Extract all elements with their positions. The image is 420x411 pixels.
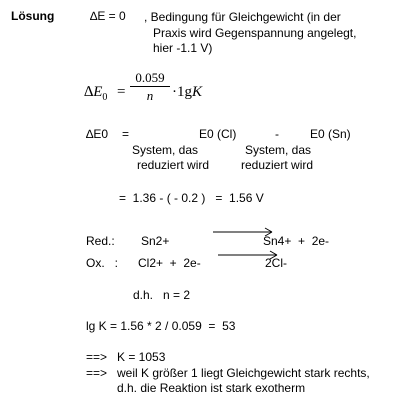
delta-e-zero: [90, 9, 126, 23]
electron-count: d.h. n = 2: [133, 288, 191, 302]
nernst-rhs: [172, 84, 202, 101]
ox-product: 2Cl-: [265, 256, 288, 270]
heading: Lösung: [11, 9, 55, 23]
label-system-1: System, das: [132, 143, 199, 157]
ox-label: Ox. :: [86, 256, 119, 270]
conclusion-equilibrium: weil K größer 1 liegt Gleichgewicht stark rechts,: [117, 366, 370, 380]
label-system-2: System, das: [245, 143, 312, 157]
ox-reactant: Cl2+ + 2e-: [138, 256, 201, 270]
conclusion-arrow-1: ==>: [86, 350, 108, 364]
e0-lhs-text: E0: [93, 127, 109, 141]
nernst-sub: 0: [102, 92, 108, 103]
nernst-delta-symbol: ∆: [84, 84, 94, 100]
delta-symbol: ∆: [90, 9, 98, 23]
delta-e-zero-text: E = 0: [97, 9, 126, 23]
lgk-calculation: lg K = 1.56 * 2 / 0.059 = 53: [86, 319, 236, 333]
nernst-fraction-bar: [130, 86, 170, 87]
conclusion-exotherm: d.h. die Reaktion ist stark exotherm: [117, 381, 306, 395]
equilibrium-comment-line3: hier -1.1 V): [153, 41, 213, 55]
label-reduced-2: reduziert wird: [241, 158, 314, 172]
conclusion-k-value: K = 1053: [117, 350, 166, 364]
e0-minus: -: [275, 127, 279, 141]
equilibrium-comment-line2: Praxis wird Gegenspannung angelegt,: [153, 26, 357, 40]
e0-term-sn: E0 (Sn): [310, 127, 351, 141]
conclusion-arrow-2: ==>: [86, 366, 108, 380]
red-product: Sn4+ + 2e-: [263, 234, 330, 248]
e0-calculation: = 1.36 - ( - 0.2 ) = 1.56 V: [119, 191, 264, 205]
e0-lhs: [86, 127, 108, 141]
equilibrium-comment-line1: , Bedingung für Gleichgewicht (in der: [144, 10, 341, 24]
e0-equals: =: [122, 127, 130, 141]
label-reduced-1: reduziert wird: [137, 158, 210, 172]
nernst-e: E: [93, 84, 103, 100]
nernst-numerator: 0.059: [135, 70, 165, 85]
nernst-rhs-k: K: [192, 84, 203, 100]
nernst-lhs: [84, 84, 107, 106]
nernst-rhs-text: ·1g: [172, 84, 192, 100]
red-reactant: Sn2+: [141, 234, 170, 248]
nernst-denominator: n: [146, 88, 154, 103]
e0-delta-symbol: ∆: [86, 127, 94, 141]
e0-term-cl: E0 (Cl): [199, 127, 237, 141]
nernst-equals: =: [117, 84, 126, 100]
nernst-fraction: [130, 70, 170, 103]
red-label: Red.:: [86, 234, 115, 248]
